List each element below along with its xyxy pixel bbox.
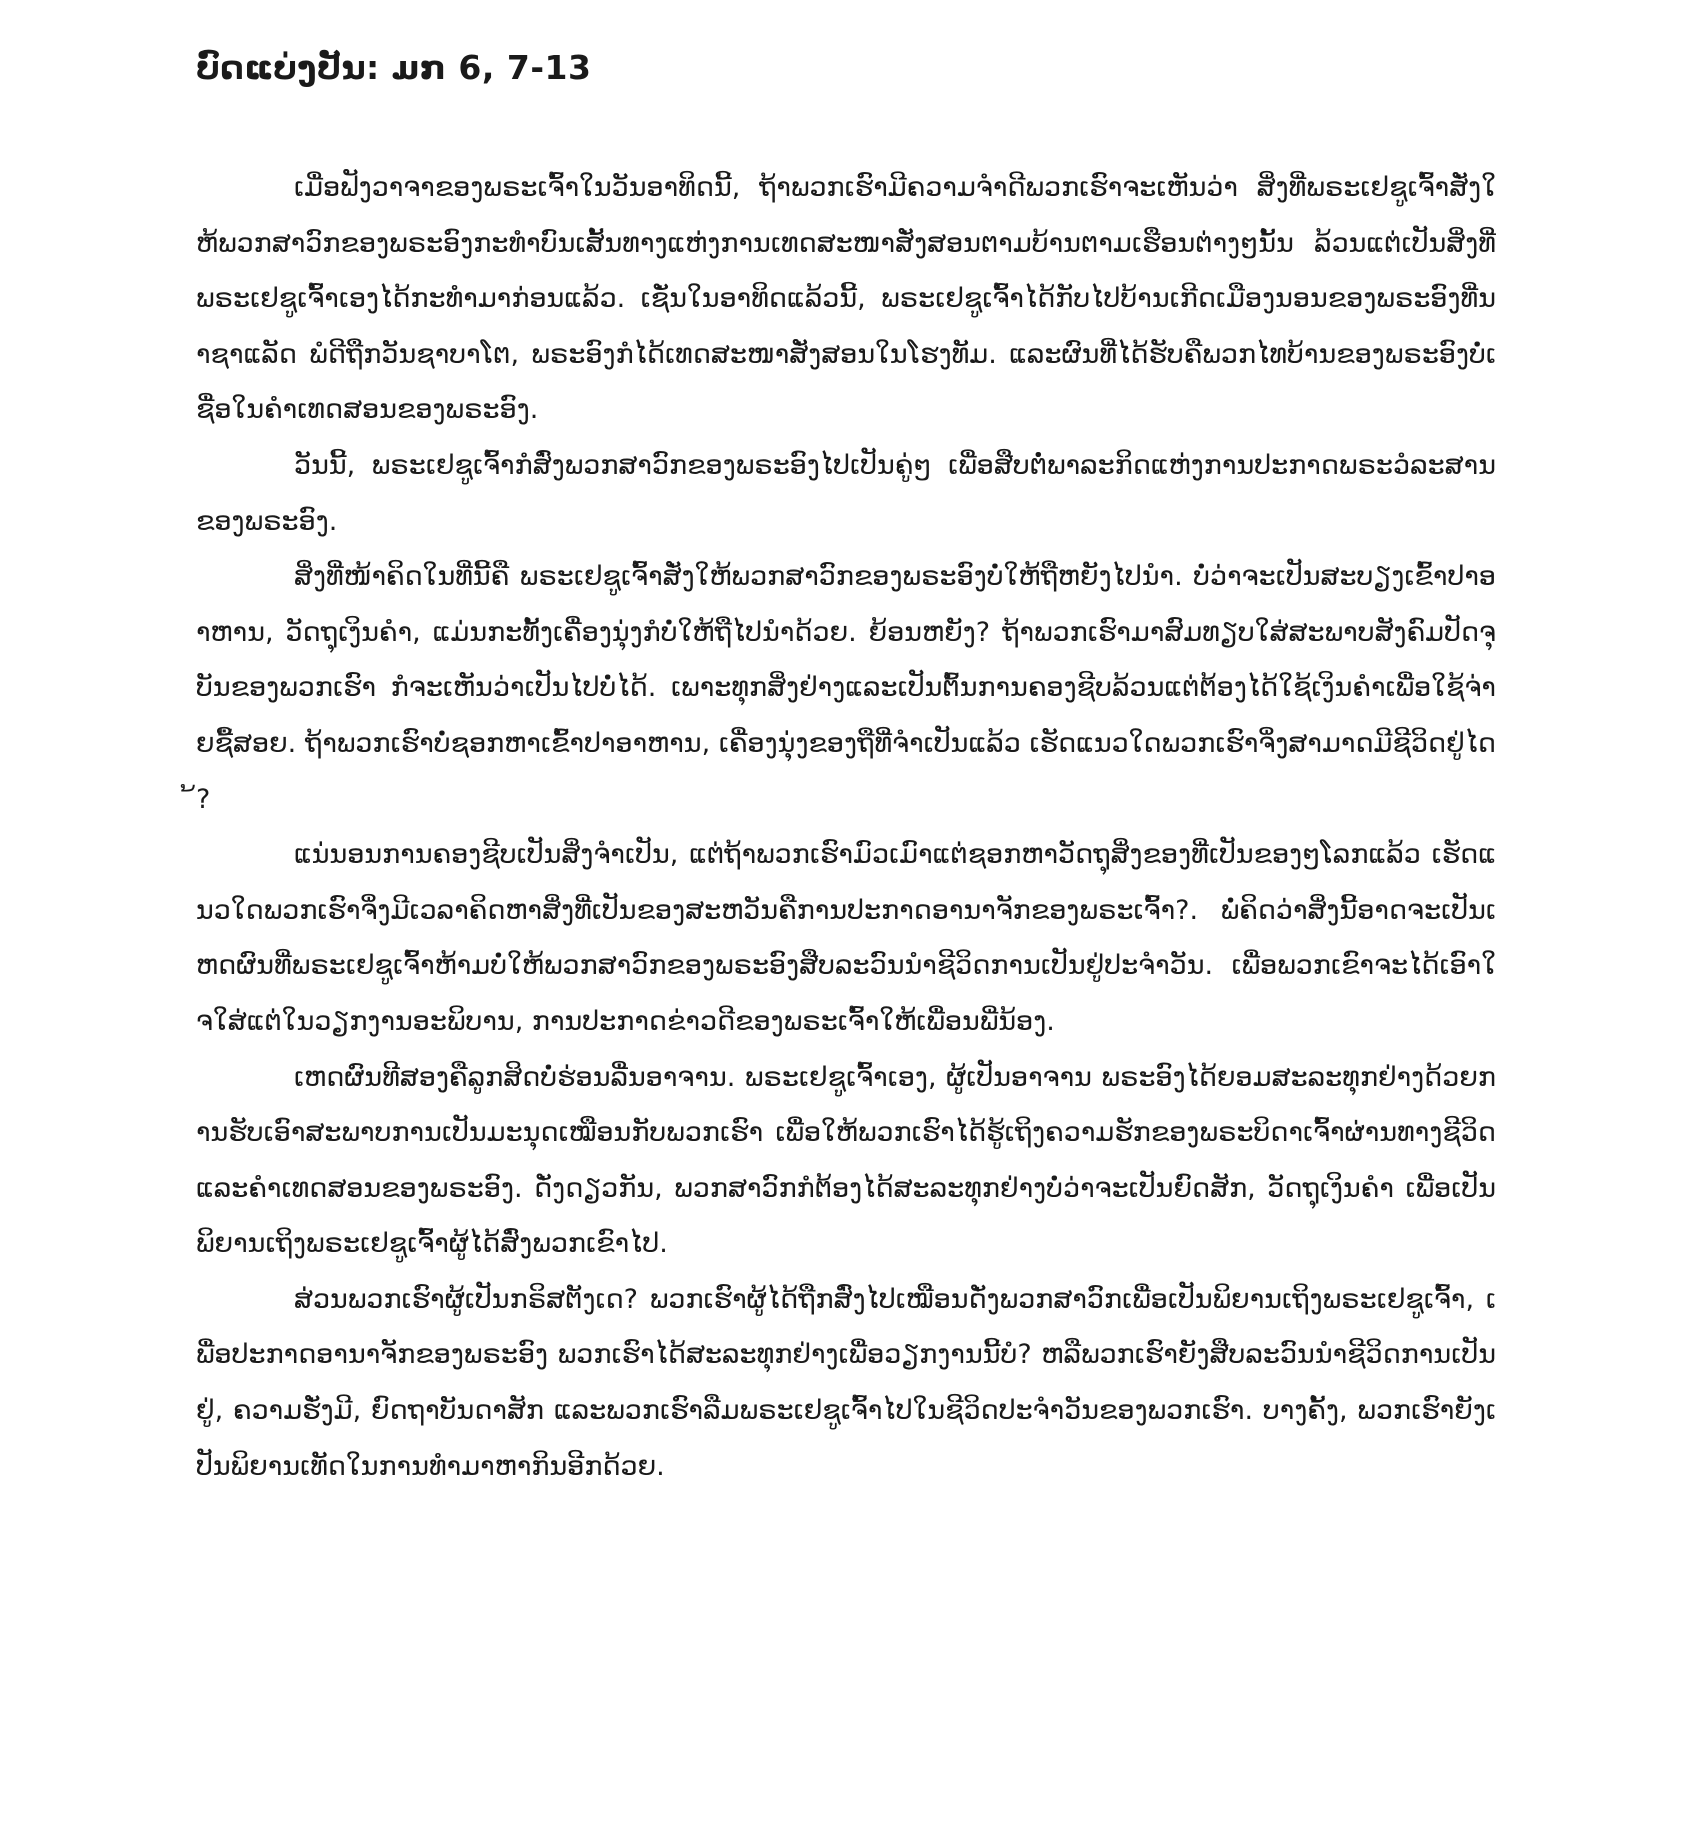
body-text xyxy=(196,160,1496,1494)
paragraph-2: ວັນນີ້, ພຣະເຢຊູເຈົ້າກໍສົ່ງພວກສາວົກຂອງພຣະອົງໄປເປັນຄູ່ໆ ເພື່ອສືບຕໍ່ພາລະກິດແຫ່ງການປະກາດພຣະວໍລະສານຂອງພຣະອົງ. xyxy=(196,449,1496,537)
paragraph-4: ແນ່ນອນການຄອງຊີບເປັນສິ່ງຈຳເປັນ, ແຕ່ຖ້າພວກເຮົາມົວເມົາແຕ່ຊອກຫາວັດຖຸສິ່ງຂອງທີ່ເປັນຂອງໆໂລກແລ້ວ ເຮັດແນວໃດພວກເຮົາຈິ່ງມີເວລາຄິດຫາສິ່ງທີ່ເປັນຂອງສະຫວັນຄືການປະກາດອານາຈັກຂອງພຣະເຈົ້າ?. ພໍ່ຄິດວ່າສິ່ງນີ້ອາດຈະເປັນເຫດຜົນທີ່ພຣະເຢຊູເຈົ້າຫ້າມບໍ່ໃຫ້ພວກສາວົກຂອງພຣະອົງສືບລະວົນນຳຊີວິດການເປັນຢູ່ປະຈຳວັນ. ເພື່ອພວກເຂົາຈະໄດ້ເອົາໃຈໃສ່ແຕ່ໃນວຽກງານອະພິບານ, ການປະກາດຂ່າວດີຂອງພຣະເຈົ້າໃຫ້ເພື່ອນພີ່ນ້ອງ. xyxy=(196,839,1496,1037)
paragraph-5: ເຫດຜົນທີສອງຄືລູກສິດບໍ່ຮ່ອນລື່ນອາຈານ. ພຣະເຢຊູເຈົ້າເອງ, ຜູ້ເປັນອາຈານ ພຣະອົງໄດ້ຍອມສະລະທຸກຢ່າງດ້ວຍການຮັບເອົາສະພາບການເປັນມະນຸດເໝືອນກັບພວກເຮົາ ເພື່ອໃຫ້ພວກເຮົາໄດ້ຮູ້ເຖິງຄວາມຮັກຂອງພຣະບິດາເຈົ້າຜ່ານທາງຊີວິດແລະຄຳເທດສອນຂອງພຣະອົງ. ດັ່ງດຽວກັນ, ພວກສາວົກກໍຕ້ອງໄດ້ສະລະທຸກຢ່າງບໍ່ວ່າຈະເປັນຍົດສັກ, ວັດຖຸເງິນຄຳ ເພື່ອເປັນພິຍານເຖິງພຣະເຢຊູເຈົ້າຜູ້ໄດ້ສົ່ງພວກເຂົາໄປ. xyxy=(196,1061,1496,1260)
paragraph-3: ສິ່ງທີ່ໜ້າຄິດໃນທີ່ນີ້ຄື ພຣະເຢຊູເຈົ້າສັ່ງໃຫ້ພວກສາວົກຂອງພຣະອົງບໍ່ໃຫ້ຖືຫຍັງໄປນຳ. ບໍ່ວ່າຈະເປັນສະບຽງເຂົ້າປາອາຫານ, ວັດຖຸເງິນຄຳ, ແມ່ນກະທັ້ງເຄື່ອງນຸ່ງກໍບໍ່ໃຫ້ຖືໄປນຳດ້ວຍ. ຍ້ອນຫຍັງ? ຖ້າພວກເຮົາມາສົມທຽບໃສ່ສະພາບສັງຄົມປັດຈຸບັນຂອງພວກເຮົາ ກໍຈະເຫັນວ່າເປັນໄປບໍ່ໄດ້. ເພາະທຸກສິ່ງຢ່າງແລະເປັນຕົ້ນການຄອງຊີບລ້ວນແຕ່ຕ້ອງໄດ້ໃຊ້ເງິນຄຳເພື່ອໃຊ້ຈ່າຍຊື້ສອຍ. ຖ້າພວກເຮົາບໍ່ຊອກຫາເຂົ້າປາອາຫານ, ເຄື່ອງນຸ່ງຂອງຖືທີ່ຈຳເປັນແລ້ວ ເຮັດແນວໃດພວກເຮົາຈິ່ງສາມາດມີຊີວິດຢູ່ໄດ້? xyxy=(196,561,1496,815)
paragraph-1: ເມື່ອຟັງວາຈາຂອງພຣະເຈົ້າໃນວັນອາທິດນີ້, ຖ້າພວກເຮົາມີຄວາມຈຳດີພວກເຮົາຈະເຫັນວ່າ ສິ່ງທີ່ພຣະເຢຊູເຈົ້າສັ່ງໃຫ້ພວກສາວົກຂອງພຣະອົງກະທຳບົນເສັ້ນທາງແຫ່ງການເທດສະໜາສັ່ງສອນຕາມບ້ານຕາມເຮືອນຕ່າງໆນັ້ນ ລ້ວນແຕ່ເປັນສິ່ງທີ່ພຣະເຢຊູເຈົ້າເອງໄດ້ກະທຳມາກ່ອນແລ້ວ. ເຊັ່ນໃນອາທິດແລ້ວນີ້, ພຣະເຢຊູເຈົ້າໄດ້ກັບໄປບ້ານເກີດເມືອງນອນຂອງພຣະອົງທີ່ນາຊາແລັດ ພໍດີຖືກວັນຊາບາໂຕ, ພຣະອົງກໍໄດ້ເທດສະໜາສັ່ງສອນໃນໂຮງທັມ. ແລະຜົນທີ່ໄດ້ຮັບຄືພວກໄທບ້ານຂອງພຣະອົງບໍ່ເຊື່ອໃນຄຳເທດສອນຂອງພຣະອົງ. xyxy=(196,172,1496,426)
page-title: ບົດແບ່ງປັນ: ມກ 6, 7-13 xyxy=(196,48,592,87)
paragraph-6: ສ່ວນພວກເຮົາຜູ້ເປັນກຣິສຕັງເດ? ພວກເຮົາຜູ້ໄດ້ຖືກສົ່ງໄປເໝືອນດັ່ງພວກສາວົກເພື່ອເປັນພິຍານເຖິງພຣະເຢຊູເຈົ້າ, ເພື່ອປະກາດອານາຈັກຂອງພຣະອົງ ພວກເຮົາໄດ້ສະລະທຸກຢ່າງເພື່ອວຽກງານນີ້ບໍ? ຫລືພວກເຮົາຍັງສືບລະວົນນຳຊີວິດການເປັນຢູ່, ຄວາມຮັ່ງມີ, ຍົດຖາບັນດາສັກ ແລະພວກເຮົາລືມພຣະເຢຊູເຈົ້າໄປໃນຊີວິດປະຈຳວັນຂອງພວກເຮົາ. ບາງຄັ້ງ, ພວກເຮົາຍັງເປັນພິຍານເທັດໃນການທຳມາຫາກິນອີກດ້ວຍ. xyxy=(196,1283,1496,1482)
